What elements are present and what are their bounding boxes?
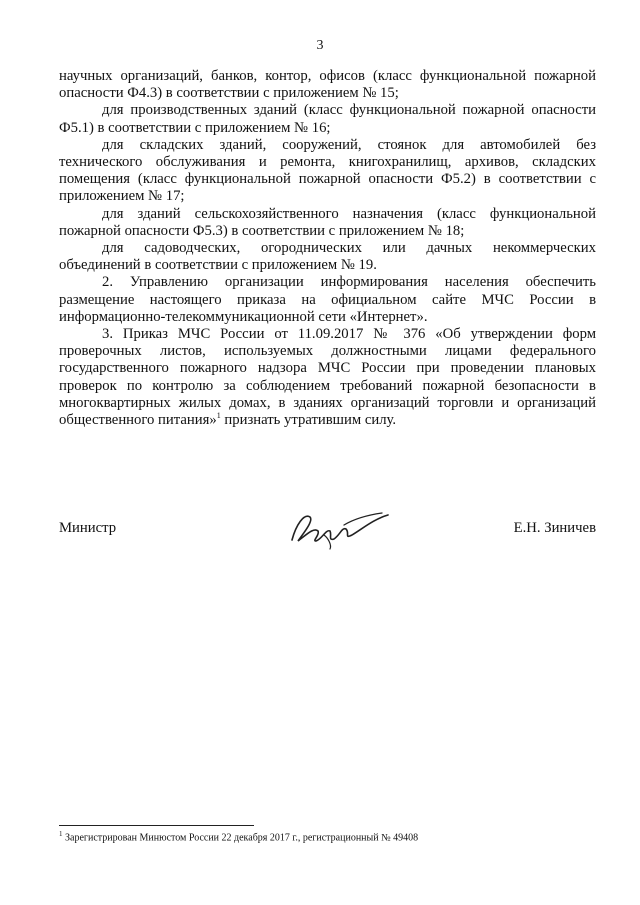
paragraph: для зданий сельскохозяйственного назначения (класс функциональной пожарной опасности Ф5.3) в соответствии с приложением № 18; — [59, 205, 596, 239]
footnote-reference: 1 — [216, 411, 221, 421]
repeal-text-end: признать утратившим силу. — [220, 412, 397, 429]
page-number: 3 — [316, 38, 324, 53]
footnote — [59, 830, 418, 843]
paragraph: для складских зданий, сооружений, стоянок для автомобилей без технического обслуживания и ремонта, книгохранилищ, архивов, складских помещения (класс функциональной пожарной опасности Ф5.2) в соответствии с приложением № 17; — [59, 136, 596, 205]
signer-title: Министр — [59, 520, 117, 536]
body-text — [59, 68, 596, 429]
signer-name: Е.Н. Зиничев — [513, 520, 596, 536]
paragraph-repeal — [59, 326, 596, 429]
footnote-text: Зарегистрирован Минюстом России 22 декабря 2017 г., регистрационный № 49408 — [62, 832, 419, 844]
paragraph: для садоводческих, огороднических или дачных некоммерческих объединений в соответствии с приложением № 19. — [59, 240, 596, 274]
handwritten-signature — [284, 505, 394, 550]
paragraph: 2. Управлению организации информирования населения обеспечить размещение настоящего приказа на официальном сайте МЧС России в информационно-телекоммуникационной сети «Интернет». — [59, 274, 596, 325]
footnote-mark: 1 — [59, 830, 63, 838]
footnote-divider — [59, 825, 254, 826]
repeal-text: 3. Приказ МЧС России от 11.09.2017 № 376 «Об утверждении форм проверочных листов, используемых должностными лицами федерального государственного пожарного надзора МЧС России при проведении плановых проверок по контролю за соблюдением требований пожарной безопасности в многоквартирных жилых домах, в зданиях организаций торговли и организаций общественного питания» — [59, 326, 596, 429]
paragraph: научных организаций, банков, контор, офисов (класс функциональной пожарной опасности Ф4.3) в соответствии с приложением № 15; — [59, 68, 596, 102]
signature-block — [59, 510, 596, 550]
paragraph: для производственных зданий (класс функциональной пожарной опасности Ф5.1) в соответствии с приложением № 16; — [59, 102, 596, 136]
